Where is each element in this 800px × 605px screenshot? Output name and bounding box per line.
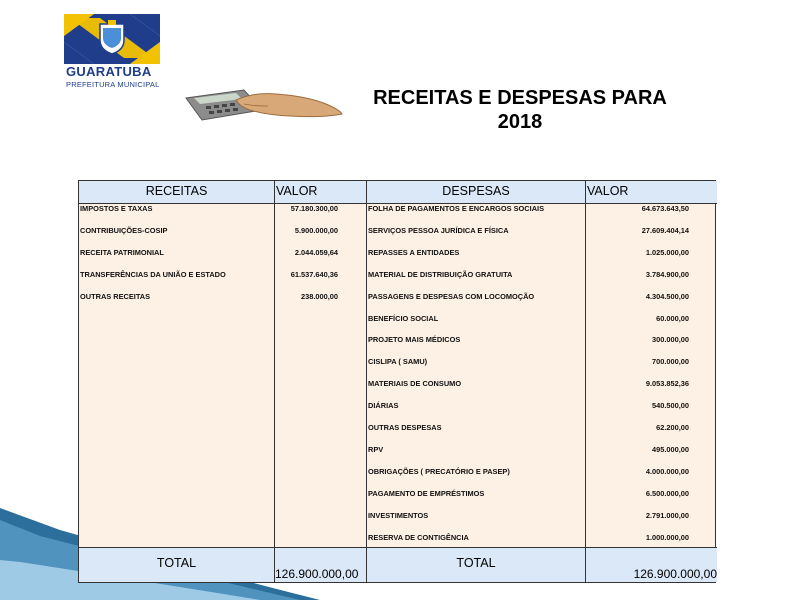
total-label-despesas: TOTAL [456,556,496,570]
receitas-header: RECEITAS [79,181,274,204]
despesas-label: RESERVA DE CONTIGÊNCIA [368,532,469,542]
despesas-value: 1.025.000,00 [645,247,689,257]
despesas-label: REPASSES A ENTIDADES [368,247,460,257]
despesas-column [367,181,586,582]
valor-receitas-header: VALOR [275,181,366,204]
despesas-label: PASSAGENS E DESPESAS COM LOCOMOÇÃO [368,291,535,301]
receitas-total-label-cell [79,547,274,582]
receitas-value: 5.900.000,00 [294,225,338,235]
flag-emblem-icon [64,14,160,64]
despesas-value: 540.500,00 [652,401,689,411]
receitas-column [79,181,275,582]
despesas-value: 60.000,00 [656,313,689,323]
valor-receitas-column [275,181,367,582]
despesas-value: 64.673.643,50 [641,204,689,213]
despesas-value: 300.000,00 [652,335,689,345]
despesas-value: 3.784.900,00 [645,269,689,279]
total-despesas-value: 126.900.000,00 [633,567,717,581]
despesas-label: OBRIGAÇÕES ( PRECATÓRIO E PASEP) [368,466,510,476]
despesas-value: 4.000.000,00 [645,466,689,476]
despesas-label: INVESTIMENTOS [368,510,429,520]
despesas-label: PROJETO MAIS MÉDICOS [368,335,461,345]
despesas-label: OUTRAS DESPESAS [368,423,442,432]
despesas-label: BENEFÍCIO SOCIAL [368,313,439,323]
receitas-label: TRANSFERÊNCIAS DA UNIÃO E ESTADO [80,269,226,279]
despesas-value: 1.000.000,00 [645,532,689,542]
despesas-total-label-cell [367,547,585,582]
despesas-value: 6.500.000,00 [645,488,689,498]
receitas-value: 238.000,00 [301,291,338,301]
despesas-value: 2.791.000,00 [645,510,689,520]
logo-name: GUARATUBA [66,64,152,79]
total-receitas-value: 126.900.000,00 [275,567,359,581]
valor-despesas-column [586,181,717,582]
title-line-1: RECEITAS E DESPESAS PARA [373,87,667,109]
despesas-value: 4.304.500,00 [645,291,689,301]
receitas-value: 61.537.640,36 [290,269,338,279]
logo-subtitle: PREFEITURA MUNICIPAL [66,80,160,89]
despesas-value: 9.053.852,36 [645,379,689,389]
receitas-label: RECEITA PATRIMONIAL [80,247,164,257]
despesas-label: DIÁRIAS [368,401,399,411]
receitas-value: 57.180.300,00 [290,204,338,213]
title-line-2: 2018 [497,111,543,133]
despesas-label: FOLHA DE PAGAMENTOS E ENCARGOS SOCIAIS [368,204,545,213]
despesas-total-value-cell [586,547,717,582]
receitas-label: CONTRIBUIÇÕES-COSIP [80,225,168,235]
despesas-label: MATERIAL DE DISTRIBUIÇÃO GRATUITA [368,269,513,279]
despesas-value: 62.200,00 [656,423,689,432]
receitas-label: IMPOSTOS E TAXAS [80,204,153,213]
despesas-value: 495.000,00 [652,444,689,454]
despesas-label: MATERIAIS DE CONSUMO [368,379,462,389]
despesas-label: CISLIPA ( SAMU) [368,357,428,367]
calculator-hand-icon [184,86,344,126]
despesas-label: PAGAMENTO DE EMPRÉSTIMOS [368,488,485,498]
page-title [340,86,700,134]
guaratuba-logo [62,12,162,92]
budget-table [78,180,716,583]
receitas-value: 2.044.059,64 [294,247,338,257]
receitas-total-value-cell [275,547,366,582]
despesas-value: 700.000,00 [652,357,689,367]
despesas-header: DESPESAS [367,181,585,204]
despesas-label: RPV [368,444,384,454]
valor-despesas-header: VALOR [586,181,717,204]
receitas-label: OUTRAS RECEITAS [80,291,151,301]
despesas-label: SERVIÇOS PESSOA JURÍDICA E FÍSICA [368,225,509,235]
despesas-value: 27.609.404,14 [641,225,689,235]
total-label-receitas: TOTAL [156,556,197,570]
